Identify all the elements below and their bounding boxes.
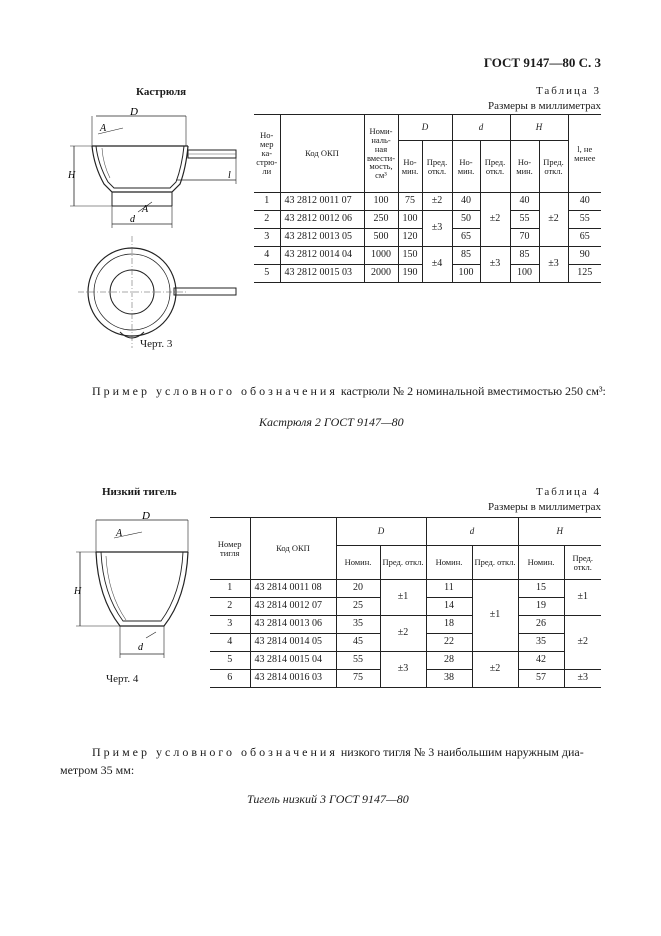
cell: ±2 [539, 193, 568, 247]
cell: 43 2814 0012 07 [250, 598, 336, 616]
cell: 40 [510, 193, 539, 211]
cell: 250 [364, 211, 398, 229]
table4-caption: Таблица 4 [535, 486, 601, 498]
table-row [254, 247, 601, 265]
cell: 100 [452, 265, 480, 283]
cell: 65 [452, 229, 480, 247]
cell: ±2 [380, 616, 426, 652]
cell: 100 [364, 193, 398, 211]
cell: 42 [518, 652, 564, 670]
example-text-crucible [92, 743, 584, 761]
cell: 18 [426, 616, 472, 634]
subheader-nom: Номин. [336, 546, 380, 580]
cell: ±3 [380, 652, 426, 688]
cell: 55 [568, 211, 601, 229]
cell: 3 [254, 229, 280, 247]
cell: 2 [210, 598, 250, 616]
subheader-tol: Пред. откл. [472, 546, 518, 580]
cell: 6 [210, 670, 250, 688]
cell: 40 [568, 193, 601, 211]
subheader-tol: Пред. откл. [380, 546, 426, 580]
col-header-l: l, не менее [568, 115, 601, 193]
col-header-D: D [398, 115, 452, 141]
example-rest: кастрюли № 2 номинальной вместимостью 250 см³: [337, 384, 606, 398]
cell: ±2 [422, 193, 452, 211]
col-header-H: H [518, 518, 601, 546]
col-header-d: d [452, 115, 510, 141]
dim-H-label: H [68, 170, 76, 181]
cell: 43 2812 0011 07 [280, 193, 364, 211]
cell: ±1 [564, 580, 601, 616]
col-header-H: H [510, 115, 568, 141]
cell: 15 [518, 580, 564, 598]
cell: 500 [364, 229, 398, 247]
pan-drawing [68, 106, 246, 351]
cell: 1 [254, 193, 280, 211]
cell: 14 [426, 598, 472, 616]
cell: 2 [254, 211, 280, 229]
table-4 [210, 517, 601, 688]
dim-d-label: d [138, 642, 143, 653]
designation-crucible: Тигель низкий 3 ГОСТ 9147—80 [247, 792, 409, 806]
cell: 25 [336, 598, 380, 616]
cell: ±2 [480, 193, 510, 247]
cell: 43 2814 0014 05 [250, 634, 336, 652]
cell: ±2 [564, 616, 601, 670]
cell: ±4 [422, 247, 452, 283]
col-header-D: D [336, 518, 426, 546]
cell: 190 [398, 265, 422, 283]
subheader-nom: Но-мин. [398, 141, 422, 193]
cell: 43 2812 0013 05 [280, 229, 364, 247]
cell: 50 [452, 211, 480, 229]
example-text-pan [92, 382, 606, 400]
cell: 20 [336, 580, 380, 598]
cell: 70 [510, 229, 539, 247]
col-header-num: Но-мер ка-стрю-ли [254, 115, 280, 193]
dim-D-label: D [142, 510, 150, 522]
cell: 43 2814 0011 08 [250, 580, 336, 598]
cell: 5 [254, 265, 280, 283]
cell: 38 [426, 670, 472, 688]
cell: 1000 [364, 247, 398, 265]
cell: 2000 [364, 265, 398, 283]
cell: 43 2814 0016 03 [250, 670, 336, 688]
dim-A-label: A [116, 528, 123, 539]
subheader-tol: Пред. откл. [539, 141, 568, 193]
cell: 45 [336, 634, 380, 652]
cell: ±1 [472, 580, 518, 652]
cell: 11 [426, 580, 472, 598]
table-row [210, 580, 601, 598]
cell: 120 [398, 229, 422, 247]
dim-D-label: D [130, 106, 138, 118]
subheader-nom: Номин. [518, 546, 564, 580]
section-title-pan: Кастрюля [136, 86, 187, 98]
col-header-code: Код ОКП [280, 115, 364, 193]
cell: 100 [510, 265, 539, 283]
cell: ±3 [422, 211, 452, 247]
section-title-crucible: Низкий тигель [102, 486, 177, 498]
subheader-tol: Пред. откл. [564, 546, 601, 580]
cell: 65 [568, 229, 601, 247]
page-header: ГОСТ 9147—80 С. 3 [483, 55, 601, 70]
cell: 55 [510, 211, 539, 229]
cell: 3 [210, 616, 250, 634]
subheader-nom: Но-мин. [452, 141, 480, 193]
col-header-num: Номер тигля [210, 518, 250, 580]
figure3-caption: Черт. 3 [140, 338, 173, 350]
cell: 75 [398, 193, 422, 211]
cell: 55 [336, 652, 380, 670]
cell: 43 2814 0015 04 [250, 652, 336, 670]
subheader-nom: Номин. [426, 546, 472, 580]
cell: 40 [452, 193, 480, 211]
table3-units: Размеры в миллиметрах [488, 100, 601, 112]
cell: 43 2812 0015 03 [280, 265, 364, 283]
cell: 43 2814 0013 06 [250, 616, 336, 634]
dim-A-label-top: A [100, 123, 107, 134]
dim-d-label: d [130, 214, 135, 225]
cell: 75 [336, 670, 380, 688]
subheader-nom: Но-мин. [510, 141, 539, 193]
col-header-code: Код ОКП [250, 518, 336, 580]
cell: 4 [210, 634, 250, 652]
cell: 5 [210, 652, 250, 670]
designation-pan: Кастрюля 2 ГОСТ 9147—80 [259, 415, 404, 429]
table-row [254, 193, 601, 211]
cell: 125 [568, 265, 601, 283]
cell: 19 [518, 598, 564, 616]
subheader-tol: Пред. откл. [480, 141, 510, 193]
example-rest: низкого тигля № 3 наибольшим наружным диа- [337, 745, 584, 759]
cell: 28 [426, 652, 472, 670]
example-label: Пример условного обозначения [92, 384, 338, 398]
cell: 150 [398, 247, 422, 265]
table-3 [254, 114, 601, 283]
example-text-crucible-line2: метром 35 мм: [60, 763, 135, 777]
col-header-d: d [426, 518, 518, 546]
cell: 35 [518, 634, 564, 652]
cell: ±2 [472, 652, 518, 688]
cell: ±3 [480, 247, 510, 283]
dim-A-label-bottom: A [142, 204, 149, 215]
table-row [210, 652, 601, 670]
crucible-drawing [70, 508, 210, 668]
cell: ±1 [380, 580, 426, 616]
cell: 35 [336, 616, 380, 634]
example-label: Пример условного обозначения [92, 745, 338, 759]
subheader-tol: Пред. откл. [422, 141, 452, 193]
cell: 26 [518, 616, 564, 634]
cell: 57 [518, 670, 564, 688]
cell: ±3 [564, 670, 601, 688]
cell: 43 2812 0014 04 [280, 247, 364, 265]
cell: 1 [210, 580, 250, 598]
cell: ±3 [539, 247, 568, 283]
cell: 85 [452, 247, 480, 265]
dim-l-label: l [228, 170, 231, 181]
cell: 22 [426, 634, 472, 652]
cell: 85 [510, 247, 539, 265]
cell: 90 [568, 247, 601, 265]
cell: 4 [254, 247, 280, 265]
cell: 43 2812 0012 06 [280, 211, 364, 229]
table-row [210, 616, 601, 634]
table4-units: Размеры в миллиметрах [488, 501, 601, 513]
col-header-volume: Номи-наль-ная вмести-мость, см³ [364, 115, 398, 193]
dim-H-label: H [74, 586, 82, 597]
cell: 100 [398, 211, 422, 229]
figure4-caption: Черт. 4 [106, 673, 139, 685]
table3-caption: Таблица 3 [535, 85, 601, 97]
